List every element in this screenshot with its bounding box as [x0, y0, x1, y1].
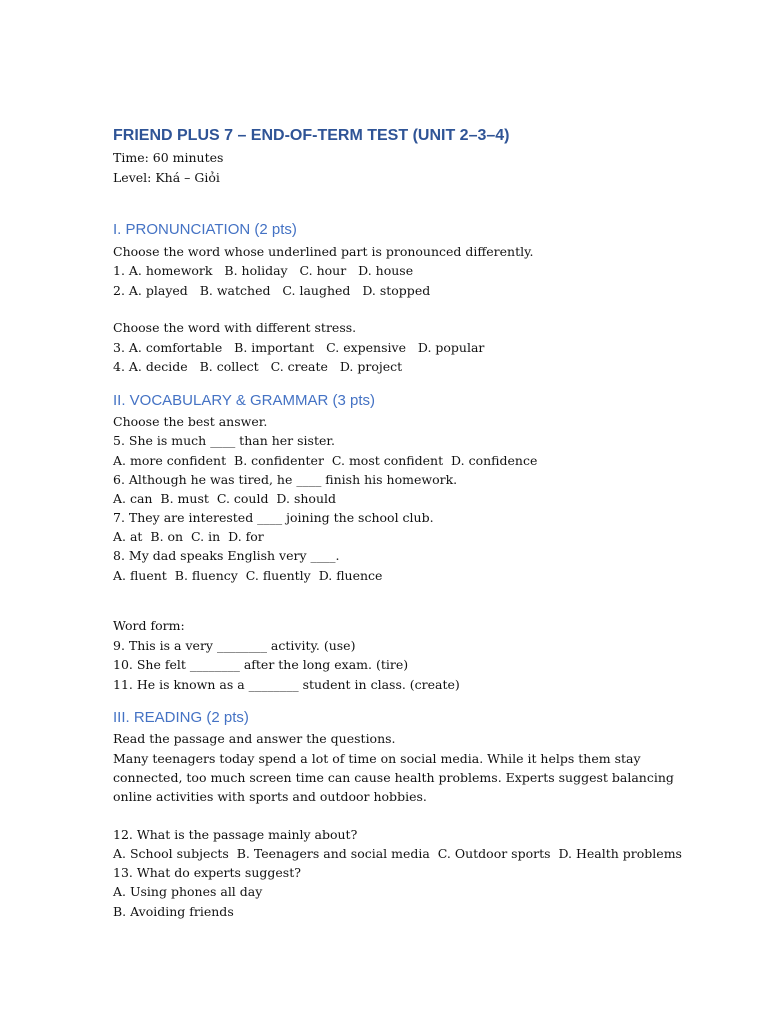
section-heading-pronunciation: I. PRONUNCIATION (2 pts) — [113, 221, 297, 238]
pronunciation-instruction-1: Choose the word whose underlined part is pronounced differently. — [113, 244, 534, 259]
question-6: 6. Although he was tired, he ____ finish his homework. — [113, 472, 458, 487]
word-form-label: Word form: — [113, 618, 185, 633]
question-12: 12. What is the passage mainly about? — [113, 827, 358, 842]
question-3: 3. A. comfortable B. important C. expensive D. popular — [113, 340, 485, 355]
reading-instruction: Read the passage and answer the questions. — [113, 731, 396, 746]
question-2: 2. A. played B. watched C. laughed D. stopped — [113, 283, 431, 298]
question-1: 1. A. homework B. holiday C. hour D. house — [113, 263, 414, 278]
test-level: Level: Khá – Giỏi — [113, 170, 220, 185]
question-8: 8. My dad speaks English very ____. — [113, 548, 340, 563]
question-13-option-b: B. Avoiding friends — [113, 904, 234, 919]
test-time: Time: 60 minutes — [113, 150, 224, 165]
question-10: 10. She felt ________ after the long exam. (tire) — [113, 657, 409, 672]
question-7-options: A. at B. on C. in D. for — [113, 529, 264, 544]
question-13: 13. What do experts suggest? — [113, 865, 301, 880]
passage-line-3: online activities with sports and outdoor hobbies. — [113, 789, 427, 804]
section-heading-reading: III. READING (2 pts) — [113, 709, 249, 726]
question-7: 7. They are interested ____ joining the school club. — [113, 510, 434, 525]
question-4: 4. A. decide B. collect C. create D. project — [113, 359, 403, 374]
passage-line-2: connected, too much screen time can cause health problems. Experts suggest balancing — [113, 770, 674, 785]
vocabulary-instruction: Choose the best answer. — [113, 414, 268, 429]
document-title: FRIEND PLUS 7 – END-OF-TERM TEST (UNIT 2–3–4) — [113, 127, 510, 144]
question-9: 9. This is a very ________ activity. (use) — [113, 638, 356, 653]
passage-line-1: Many teenagers today spend a lot of time on social media. While it helps them stay — [113, 751, 641, 766]
question-12-options: A. School subjects B. Teenagers and social media C. Outdoor sports D. Health problems — [113, 846, 682, 861]
question-13-option-a: A. Using phones all day — [113, 884, 263, 899]
question-6-options: A. can B. must C. could D. should — [113, 491, 336, 506]
question-11: 11. He is known as a ________ student in class. (create) — [113, 677, 460, 692]
question-5: 5. She is much ____ than her sister. — [113, 433, 335, 448]
section-heading-vocabulary: II. VOCABULARY & GRAMMAR (3 pts) — [113, 392, 376, 409]
question-5-options: A. more confident B. confidenter C. most confident D. confidence — [113, 453, 538, 468]
question-8-options: A. fluent B. fluency C. fluently D. fluence — [113, 568, 383, 583]
pronunciation-instruction-2: Choose the word with different stress. — [113, 320, 357, 335]
